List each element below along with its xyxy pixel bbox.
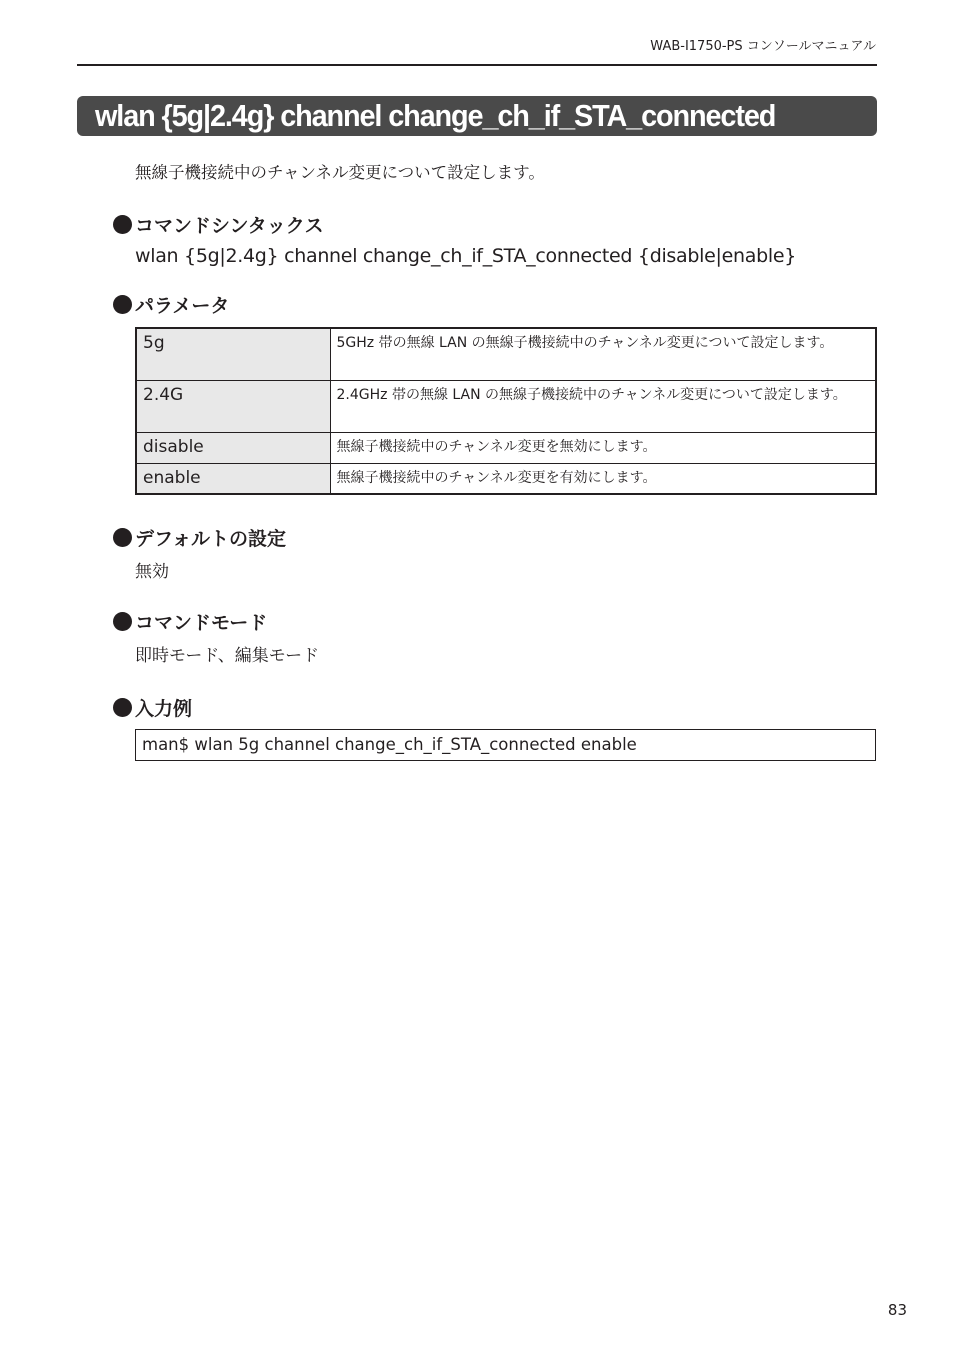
header-rule	[77, 64, 877, 66]
example-heading	[113, 694, 192, 721]
default-heading-label: デフォルトの設定	[135, 528, 287, 550]
bullet-icon	[113, 698, 132, 717]
table-row	[136, 432, 876, 463]
table-row	[136, 463, 876, 494]
param-name: disable	[136, 432, 330, 463]
syntax-text: wlan {5g|2.4g} channel change_ch_if_STA_connected {disable|enable}	[135, 245, 797, 267]
bullet-icon	[113, 295, 132, 314]
table-row	[136, 380, 876, 432]
default-value: 無効	[135, 562, 169, 582]
syntax-heading	[113, 211, 324, 238]
bullet-icon	[113, 528, 132, 547]
mode-value: 即時モード、編集モード	[135, 646, 320, 666]
param-desc: 5GHz 帯の無線 LAN の無線子機接続中のチャンネル変更について設定します。	[330, 328, 876, 380]
bullet-icon	[113, 612, 132, 631]
syntax-heading-label: コマンドシンタックス	[135, 215, 324, 237]
page-number: 83	[887, 1301, 907, 1319]
running-header: WAB-I1750-PS コンソールマニュアル	[650, 39, 876, 54]
mode-heading-label: コマンドモード	[135, 612, 268, 634]
mode-heading	[113, 608, 267, 635]
page-title-bar	[77, 96, 877, 136]
params-heading	[113, 291, 229, 318]
default-heading	[113, 524, 286, 551]
table-row	[136, 328, 876, 380]
example-heading-label: 入力例	[135, 698, 193, 720]
param-desc: 無線子機接続中のチャンネル変更を有効にします。	[330, 463, 876, 494]
param-name: enable	[136, 463, 330, 494]
params-heading-label: パラメータ	[135, 295, 230, 317]
intro-text: 無線子機接続中のチャンネル変更について設定します。	[135, 163, 545, 182]
page-title: wlan {5g|2.4g} channel change_ch_if_STA_connected	[95, 98, 776, 133]
param-table	[135, 327, 877, 495]
param-desc: 無線子機接続中のチャンネル変更を無効にします。	[330, 432, 876, 463]
param-desc: 2.4GHz 帯の無線 LAN の無線子機接続中のチャンネル変更について設定します。	[330, 380, 876, 432]
param-name: 5g	[136, 328, 330, 380]
bullet-icon	[113, 215, 132, 234]
example-code: man$ wlan 5g channel change_ch_if_STA_connected enable	[135, 729, 876, 761]
param-name: 2.4G	[136, 380, 330, 432]
